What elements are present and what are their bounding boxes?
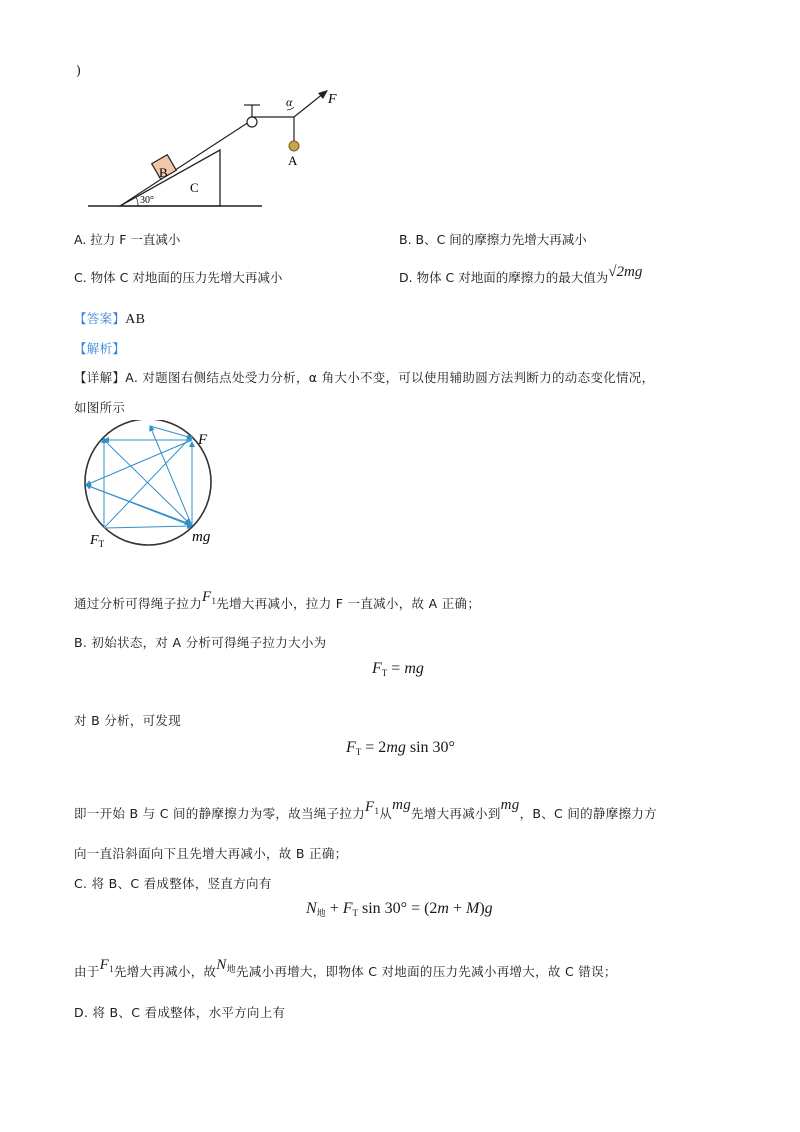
f-label: F bbox=[328, 92, 337, 107]
answer-line bbox=[74, 309, 145, 328]
answer-tag: 【答案】 bbox=[74, 311, 126, 326]
fig2-mg-label: mg bbox=[192, 529, 211, 545]
analysis-tag: 【解析】 bbox=[74, 341, 126, 356]
option-b: B. B、C 间的摩擦力先增大再减小 bbox=[399, 232, 587, 247]
b-label: B bbox=[159, 165, 168, 180]
detail-line-2: 如图所示 bbox=[74, 400, 126, 415]
para-d-line-1: D. 将 B、C 看成整体，水平方向上有 bbox=[74, 1005, 286, 1020]
option-a: A. 拉力 F 一直减小 bbox=[74, 232, 181, 247]
detail-tag: 【详解】 bbox=[74, 370, 126, 385]
angle-label: 30° bbox=[140, 195, 154, 206]
fig2-ft-label: $F_T$ bbox=[90, 533, 105, 549]
mass-a bbox=[289, 141, 299, 151]
option-c: C. 物体 C 对地面的压力先增大再减小 bbox=[74, 270, 283, 285]
option-d-math: √2mg bbox=[608, 264, 643, 280]
option-d bbox=[399, 264, 643, 287]
equation-ft-mg: $F_T$ = mg bbox=[372, 660, 424, 678]
detail-line-1: 【详解】A. 对题图右侧结点处受力分析，α 角大小不变，可以使用辅助圆方法判断力的动态变化情况， bbox=[74, 370, 655, 385]
incline-pulley-figure bbox=[80, 85, 360, 215]
fig2-f-label: F bbox=[198, 432, 208, 448]
question-fragment: ) bbox=[76, 64, 82, 79]
pulley bbox=[247, 117, 257, 127]
para-a-conclusion: 通过分析可得绳子拉力$F_1$先增大再减小，拉力 F 一直减小，故 A 正确； bbox=[74, 589, 481, 611]
c-label: C bbox=[190, 180, 199, 195]
equation-vertical-balance: $N_地 + F_T$ sin 30° = (2m + M)g bbox=[306, 900, 493, 918]
incline-rope bbox=[120, 120, 252, 206]
a-label: A bbox=[288, 153, 298, 168]
force-f-arrow bbox=[294, 93, 324, 117]
para-b-line-2: 对 B 分析，可发现 bbox=[74, 713, 182, 728]
auxiliary-circle-figure bbox=[78, 420, 238, 550]
para-c-line-2: 由于$F_1$先增大再减小，故$N_地$先减小再增大，即物体 C 对地面的压力先减小再增大，故 C 错误； bbox=[74, 957, 617, 979]
equation-ft-sin30: $F_T = 2mg$ sin 30° bbox=[346, 739, 455, 757]
alpha-label: α bbox=[286, 95, 293, 109]
option-d-text: D. 物体 C 对地面的摩擦力的最大值为 bbox=[399, 270, 609, 285]
para-c-line-1: C. 将 B、C 看成整体，竖直方向有 bbox=[74, 876, 272, 891]
para-b-line-4: 向一直沿斜面向下且先增大再减小，故 B 正确； bbox=[74, 846, 348, 861]
para-b-line-1: B. 初始状态，对 A 分析可得绳子拉力大小为 bbox=[74, 635, 327, 650]
answer-value: AB bbox=[125, 312, 146, 327]
para-b-line-3: 即一开始 B 与 C 间的静摩擦力为零，故当绳子拉力$F_1$从mg先增大再减小到mg，B、C 间的静摩擦力方 bbox=[74, 797, 657, 821]
